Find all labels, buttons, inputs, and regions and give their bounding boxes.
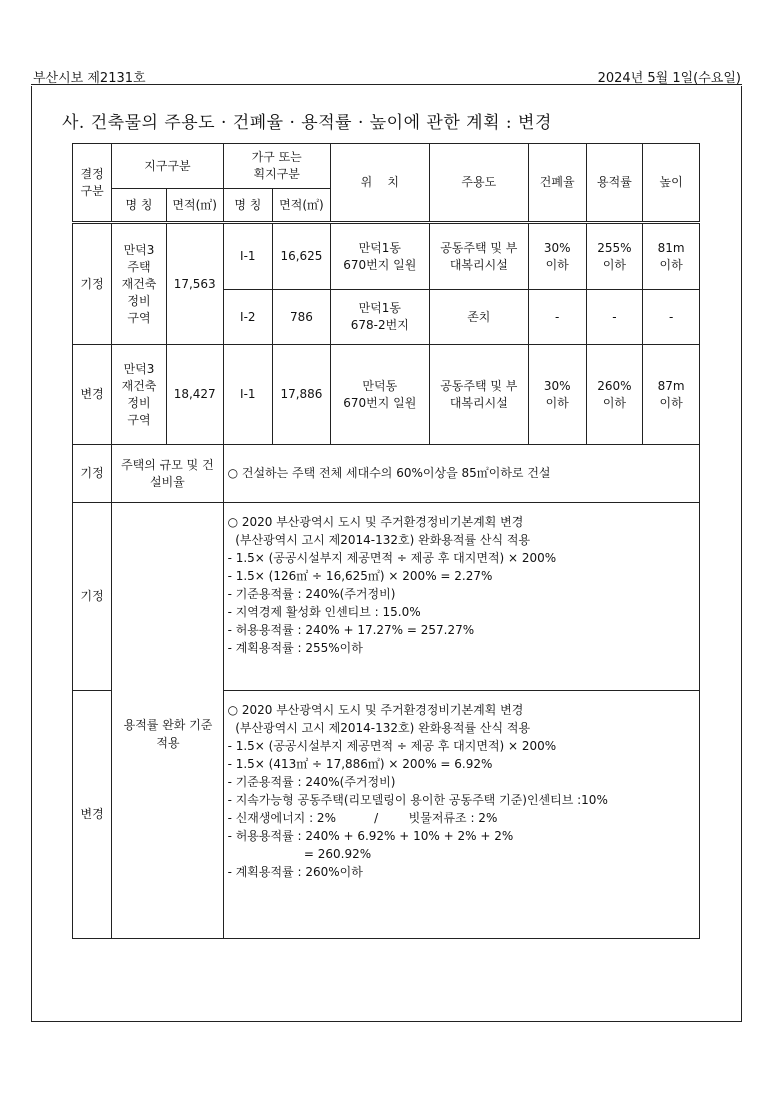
cell-line: 670번지 일원: [343, 395, 417, 410]
existing-district-area: 17,563: [166, 223, 223, 345]
publication-date: 2024년 5월 1일(수요일): [597, 71, 741, 86]
formula-line: - 계획용적률 : 260%이하: [227, 865, 363, 879]
cell-line: 재건축: [121, 276, 157, 291]
cell-line: 공동주택 및 부: [440, 378, 518, 393]
cell-line: 획지구분: [253, 167, 300, 181]
header-district-name: 명 칭: [112, 189, 167, 223]
changed-block-location: [330, 345, 429, 445]
relax-existing-content: [223, 503, 699, 691]
cell-line: 정비: [127, 293, 151, 308]
existing-block-2-far: -: [586, 290, 643, 345]
cell-line: 만덕동: [362, 378, 398, 393]
header-district-area: 면적(㎡): [166, 189, 223, 223]
cell-line: 만덕3: [123, 361, 155, 376]
header-location: 위 치: [330, 144, 429, 223]
existing-block-1-far: [586, 223, 643, 290]
cell-line: 만덕3: [123, 242, 155, 257]
existing-block-2-name: Ⅰ-2: [223, 290, 273, 345]
changed-block-area: 17,886: [273, 345, 331, 445]
existing-block-2-height: -: [643, 290, 700, 345]
formula-line: (부산광역시 고시 제2014-132호) 완화용적률 산식 적용: [227, 721, 531, 735]
cell-line: 공동주택 및 부: [440, 240, 518, 255]
changed-block-height: [643, 345, 700, 445]
header-main-use: 주용도: [429, 144, 528, 223]
cell-line: 정비: [127, 395, 151, 410]
cell-line: 678-2번지: [350, 318, 409, 332]
existing-block-1-coverage: [528, 223, 586, 290]
existing-block-2-use: 존치: [429, 290, 528, 345]
formula-line: (부산광역시 고시 제2014-132호) 완화용적률 산식 적용: [227, 533, 531, 547]
formula-line: - 1.5× (공공시설부지 제공면적 ÷ 제공 후 대지면적) × 200%: [227, 739, 557, 753]
cell-line: 이하: [545, 257, 569, 272]
formula-line: - 1.5× (413㎡ ÷ 17,886㎡) × 200% = 6.92%: [227, 757, 493, 771]
cell-line: 260%: [597, 378, 632, 393]
formula-line: - 1.5× (126㎡ ÷ 16,625㎡) × 200% = 2.27%: [227, 569, 493, 583]
changed-block-far: [586, 345, 643, 445]
section-title: 사. 건축물의 주용도 · 건폐율 · 용적률 · 높이에 관한 계획 : 변경: [62, 113, 552, 133]
cell-line: 255%: [597, 240, 632, 255]
header-block: [223, 144, 330, 189]
formula-line: - 1.5× (공공시설부지 제공면적 ÷ 제공 후 대지면적) × 200%: [227, 551, 557, 565]
existing-block-1-use: [429, 223, 528, 290]
existing-block-1-area: 16,625: [273, 223, 331, 290]
building-plan-table: [72, 143, 700, 939]
changed-block-coverage: [528, 345, 586, 445]
cell-line: 적용: [156, 736, 180, 750]
formula-line: - 허용용적률 : 240% + 6.92% + 10% + 2% + 2%: [227, 829, 514, 843]
scale-content: ○ 건설하는 주택 전체 세대수의 60%이상을 85㎡이하로 건설: [223, 445, 699, 503]
header-coverage: 건폐율: [528, 144, 586, 223]
cell-line: 이하: [602, 257, 627, 272]
cell-line: 670번지 일원: [343, 257, 417, 272]
cell-line: 이하: [602, 395, 627, 410]
formula-line: ○ 2020 부산광역시 도시 및 주거환경정비기본계획 변경: [227, 703, 524, 717]
header-far: 용적률: [586, 144, 643, 223]
cell-line: 만덕1동: [358, 240, 402, 255]
relax-changed-lines: [228, 701, 695, 881]
cell-line: 이하: [659, 395, 683, 410]
cell-line: 30%: [543, 378, 571, 393]
existing-block-2-coverage: -: [528, 290, 586, 345]
header-district: 지구구분: [112, 144, 223, 189]
cell-line: 만덕1동: [358, 301, 402, 315]
changed-block-name: Ⅰ-1: [223, 345, 273, 445]
existing-block-1-name: Ⅰ-1: [223, 223, 273, 290]
formula-line: - 신재생에너지 : 2% / 빗물저류조 : 2%: [227, 811, 498, 825]
cell-line: 87m: [657, 378, 685, 393]
formula-line: = 260.92%: [227, 847, 372, 861]
formula-line: ○ 2020 부산광역시 도시 및 주거환경정비기본계획 변경: [227, 515, 524, 529]
cell-line: 30%: [543, 240, 571, 255]
header-divider: [31, 84, 742, 85]
cell-line: 이하: [545, 395, 569, 410]
existing-block-2-location: [330, 290, 429, 345]
changed-label: 변경: [73, 345, 112, 445]
existing-block-2-area: 786: [273, 290, 331, 345]
relax-changed-content: [223, 691, 699, 939]
cell-line: 재건축: [121, 378, 157, 393]
publication-name: 부산시보 제2131호: [33, 71, 146, 86]
cell-line: 가구 또는: [251, 150, 302, 164]
changed-district-area: 18,427: [166, 345, 223, 445]
existing-block-1-location: [330, 223, 429, 290]
formula-line: - 기준용적률 : 240%(주거정비): [227, 587, 396, 601]
formula-line: - 허용용적률 : 240% + 17.27% = 257.27%: [227, 623, 475, 637]
formula-line: - 지역경제 활성화 인센티브 : 15.0%: [227, 605, 421, 619]
formula-line: - 기준용적률 : 240%(주거정비): [227, 775, 396, 789]
existing-block-1-height: [643, 223, 700, 290]
header-height: 높이: [643, 144, 700, 223]
formula-line: - 지속가능형 공동주택(리모델링이 용이한 공동주택 기준)인센티브 :10%: [227, 793, 608, 807]
scale-item: [112, 445, 223, 503]
cell-line: 주택: [127, 259, 151, 274]
cell-line: 주택의 규모 및 건: [121, 457, 214, 472]
cell-line: 81m: [657, 240, 685, 255]
cell-line: 결정: [80, 166, 104, 181]
header-block-area: 면적(㎡): [273, 189, 331, 223]
changed-district-name: [112, 345, 167, 445]
header-decision-type: [73, 144, 112, 223]
cell-line: 구분: [80, 183, 104, 198]
relax-existing-label: 기정: [73, 503, 112, 691]
cell-line: 설비율: [149, 474, 185, 489]
relax-existing-lines: [228, 513, 695, 657]
relax-changed-label: 변경: [73, 691, 112, 939]
existing-district-name: [112, 223, 167, 345]
relax-item-label: [111, 716, 225, 752]
cell-line: 대복리시설: [449, 395, 508, 410]
cell-line: 구역: [127, 310, 151, 325]
cell-line: 용적률 완화 기준: [123, 718, 213, 732]
existing-label: 기정: [73, 223, 112, 345]
cell-line: 대복리시설: [449, 257, 508, 272]
formula-line: - 계획용적률 : 255%이하: [227, 641, 363, 655]
cell-line: 이하: [659, 257, 683, 272]
header-block-name: 명 칭: [223, 189, 273, 223]
cell-line: 구역: [127, 412, 151, 427]
changed-block-use: [429, 345, 528, 445]
scale-label: 기정: [73, 445, 112, 503]
